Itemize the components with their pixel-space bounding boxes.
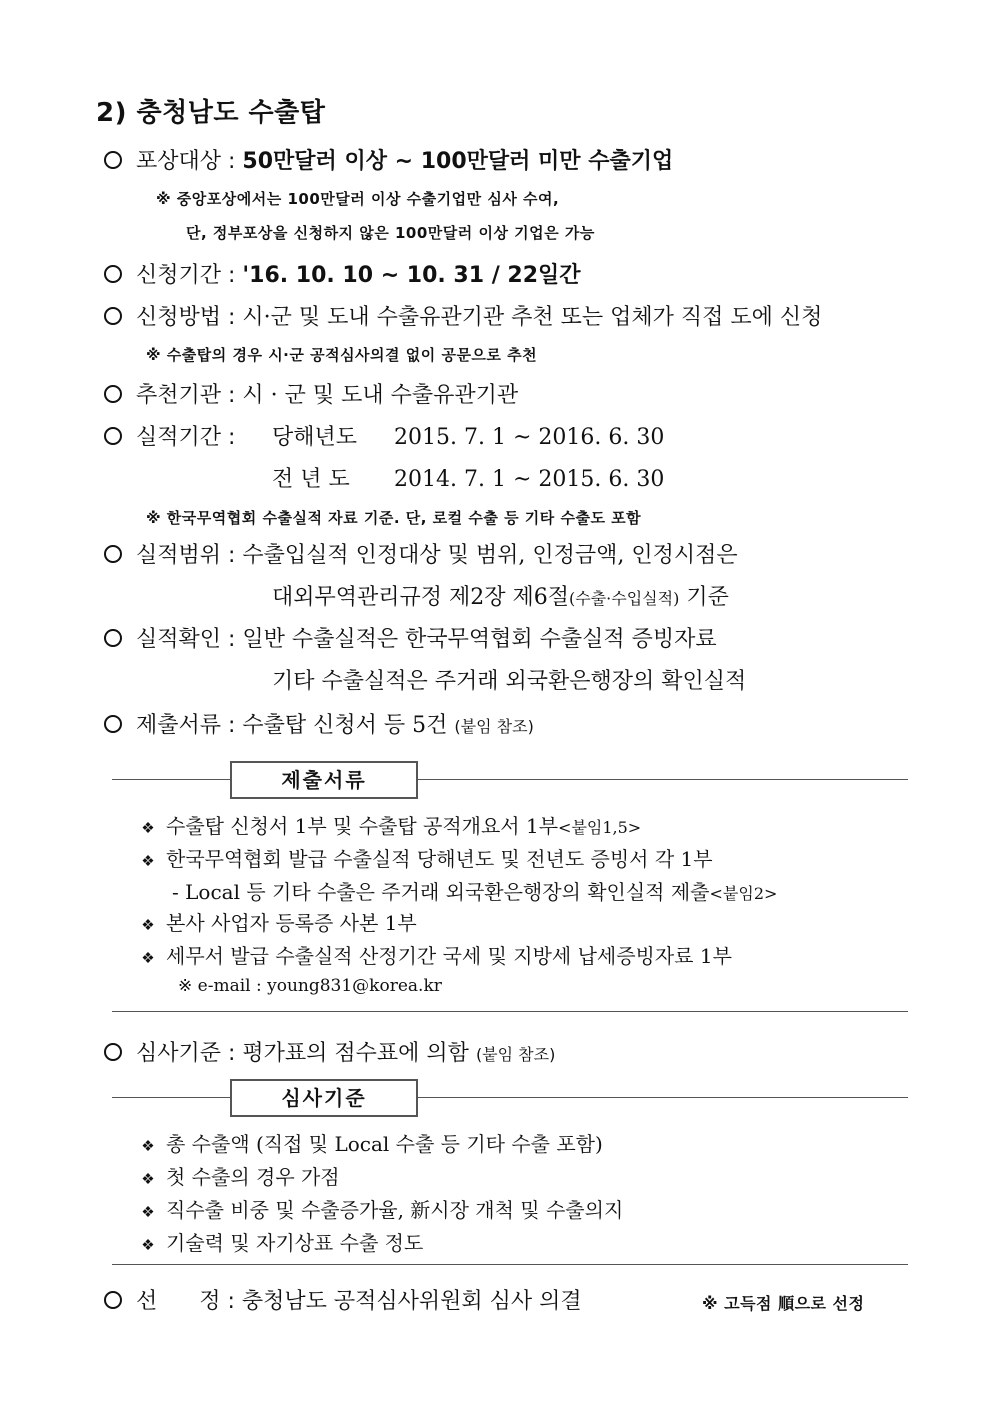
application-method-row [104,300,822,331]
application-period-value: '16. 10. 10 ~ 10. 31 / 22일간 [242,263,581,288]
criteria-item-2: ❖ 첫 수출의 경우 가점 [141,1165,340,1189]
selection-note: ※ 고득점 順으로 선정 [702,1294,865,1313]
diamond-bullet-icon: ❖ [141,1203,155,1221]
doc-item-1: ❖ 수출탑 신청서 1부 및 수출탑 공적개요서 1부<붙임1,5> [141,814,642,838]
performance-period-row [104,420,235,451]
diamond-bullet-icon: ❖ [141,1137,155,1155]
performance-check-label: 실적확인 : [136,627,236,652]
performance-check-line2: 기타 수출실적은 주거래 외국환은행장의 확인실적 [272,669,747,694]
diamond-bullet-icon: ❖ [141,916,155,934]
award-note-2: 단, 정부포상을 신청하지 않은 100만달러 이상 기업은 가능 [186,224,595,242]
recommender-row [104,378,518,409]
criteria-label: 심사기준 : [136,1041,236,1066]
documents-box-heading: 제출서류 [230,761,418,799]
performance-scope-line2-row [272,580,729,611]
recommender-value: 시 · 군 및 도내 수출유관기관 [242,383,519,408]
award-target-label: 포상대상 : [136,149,236,174]
period-previous-value: 2014. 7. 1 ~ 2015. 6. 30 [394,467,665,492]
documents-value: 수출탑 신청서 등 5건 [242,713,448,738]
criteria-box-heading: 심사기준 [230,1079,418,1117]
documents-row [104,708,534,739]
period-row-previous [272,462,664,493]
circle-bullet-icon [104,715,122,733]
period-note: ※ 한국무역협회 수출실적 자료 기준. 단, 로컬 수출 등 기타 수출도 포함 [146,509,642,527]
criteria-divider-bottom [112,1264,908,1265]
circle-bullet-icon [104,545,122,563]
performance-check-row [104,622,717,653]
method-note: ※ 수출탑의 경우 시·군 공적심사의결 없이 공문으로 추천 [146,346,538,364]
performance-scope-line1: 수출입실적 인정대상 및 범위, 인정금액, 인정시점은 [242,543,738,568]
circle-bullet-icon [104,1043,122,1061]
circle-bullet-icon [104,385,122,403]
criteria-value: 평가표의 점수표에 의함 [242,1041,469,1066]
circle-bullet-icon [104,629,122,647]
diamond-bullet-icon: ❖ [141,1170,155,1188]
doc-sub-item: - Local 등 기타 수출은 주거래 외국환은행장의 확인실적 제출<붙임2> [172,880,778,904]
documents-divider-bottom [112,1011,908,1012]
application-period-label: 신청기간 : [136,263,236,288]
selection-value: 충청남도 공적심사위원회 심사 의결 [241,1289,582,1314]
doc-item-4: ❖ 세무서 발급 수출실적 산정기간 국세 및 지방세 납세증빙자료 1부 [141,944,732,968]
selection-row [104,1284,582,1315]
period-current-value: 2015. 7. 1 ~ 2016. 6. 30 [394,425,665,450]
doc-item-3: ❖ 본사 사업자 등록증 사본 1부 [141,911,417,935]
performance-scope-line2-small: (수출·수입실적) [569,589,680,608]
criteria-item-3: ❖ 직수출 비중 및 수출증가율, 新시장 개척 및 수출의지 [141,1198,624,1222]
circle-bullet-icon [104,265,122,283]
circle-bullet-icon [104,151,122,169]
diamond-bullet-icon: ❖ [141,949,155,967]
application-method-label: 신청방법 : [136,305,236,330]
circle-bullet-icon [104,1291,122,1309]
performance-scope-line2-end: 기준 [686,585,729,610]
diamond-bullet-icon: ❖ [141,852,155,870]
recommender-label: 추천기관 : [136,383,236,408]
performance-scope-label: 실적범위 : [136,543,236,568]
contact-email: ※ e-mail : young831@korea.kr [178,976,442,996]
award-target-value: 50만달러 이상 ~ 100만달러 미만 수출기업 [242,149,674,174]
page-title: 2) 충청남도 수출탑 [96,98,326,128]
documents-label: 제출서류 : [136,713,236,738]
criteria-value-small: (붙임 참조) [475,1045,556,1064]
criteria-row [104,1036,555,1067]
application-period-row [104,258,581,289]
circle-bullet-icon [104,427,122,445]
documents-value-small: (붙임 참조) [454,717,534,736]
performance-scope-line2: 대외무역관리규정 제2장 제6절 [272,585,570,610]
award-note-1: ※ 중앙포상에서는 100만달러 이상 수출기업만 심사 수여, [156,190,560,208]
criteria-item-4: ❖ 기술력 및 자기상표 수출 정도 [141,1231,424,1255]
diamond-bullet-icon: ❖ [141,819,155,837]
award-target-row [104,144,673,175]
doc-item-2: ❖ 한국무역협회 발급 수출실적 당해년도 및 전년도 증빙서 각 1부 [141,847,713,871]
period-previous-name: 전 년 도 [272,467,350,492]
criteria-item-1: ❖ 총 수출액 (직접 및 Local 수출 등 기타 수출 포함) [141,1132,603,1156]
application-method-value: 시·군 및 도내 수출유관기관 추천 또는 업체가 직접 도에 신청 [242,305,823,330]
circle-bullet-icon [104,307,122,325]
performance-period-label: 실적기간 : [136,425,236,450]
performance-check-line1: 일반 수출실적은 한국무역협회 수출실적 증빙자료 [242,627,717,652]
performance-scope-row [104,538,738,569]
selection-label: 선 정 : [136,1289,235,1314]
diamond-bullet-icon: ❖ [141,1236,155,1254]
period-row-current [272,420,664,451]
period-current-name: 당해년도 [272,425,358,450]
